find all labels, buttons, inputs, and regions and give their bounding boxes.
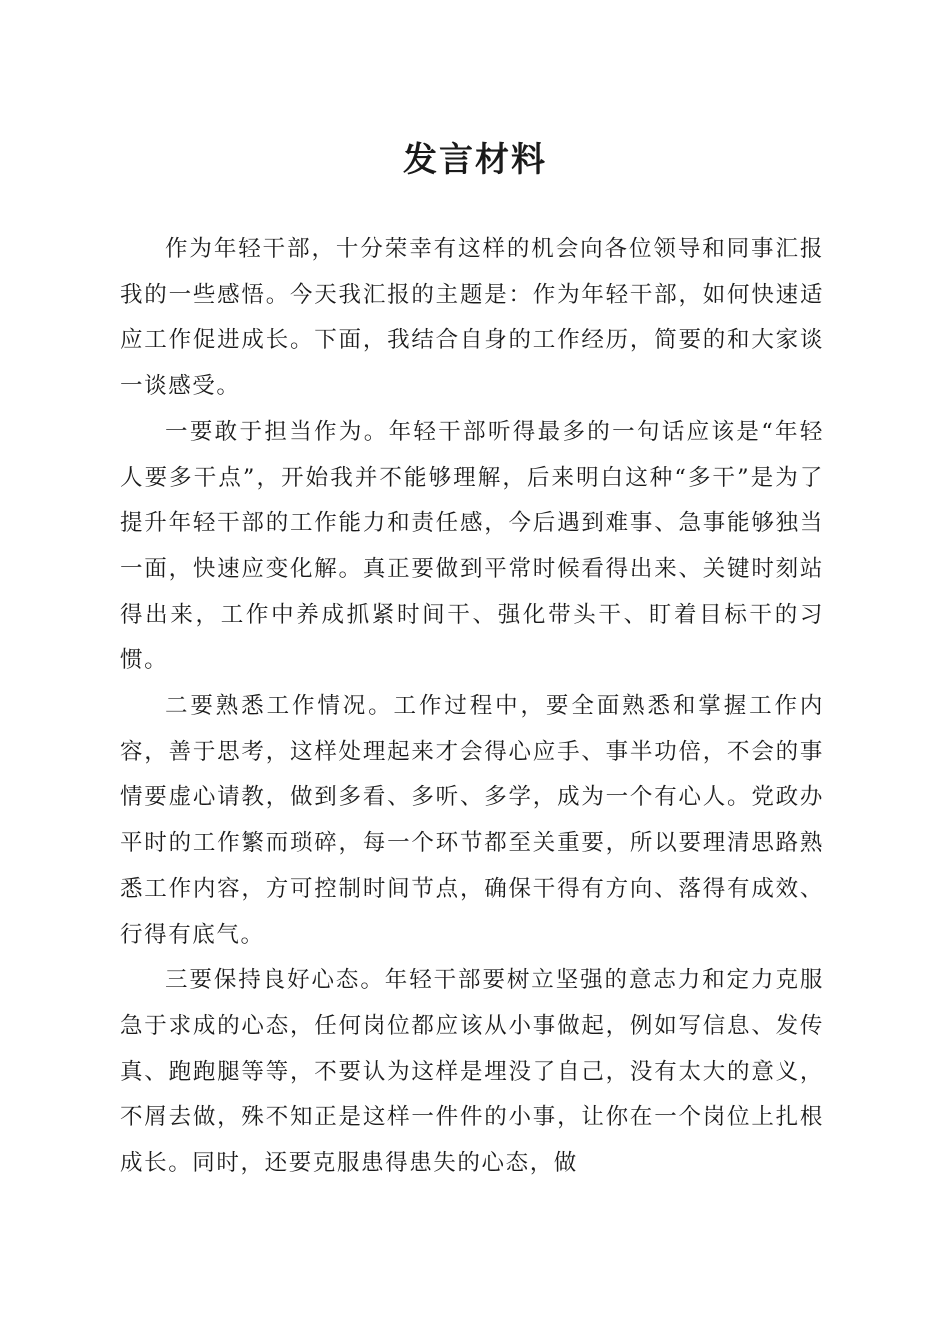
paragraph-point-2: 二要熟悉工作情况。工作过程中，要全面熟悉和掌握工作内容，善于思考，这样处理起来才会得心应手、事半功倍，不会的事情要虚心请教，做到多看、多听、多学，成为一个有心人。党政办平时的工作繁而琐碎，每一个环节都至关重要，所以要理清思路熟悉工作内容，方可控制时间节点，确保干得有方向、落得有成效、行得有底气。: [120, 693, 824, 948]
document-body: [120, 227, 824, 1187]
paragraph-point-1: 一要敢于担当作为。年轻干部听得最多的一句话应该是“年轻人要多干点”，开始我并不能够理解，后来明白这种“多干”是为了提升年轻干部的工作能力和责任感，今后遇到难事、急事能够独当一面，快速应变化解。真正要做到平常时候看得出来、关键时刻站得出来，工作中养成抓紧时间干、强化带头干、盯着目标干的习惯。: [120, 418, 824, 674]
document-title: 发言材料: [403, 140, 547, 180]
paragraph-point-3: 三要保持良好心态。年轻干部要树立坚强的意志力和定力克服急于求成的心态，任何岗位都应该从小事做起，例如写信息、发传真、跑跑腿等等，不要认为这样是埋没了自己，没有太大的意义，不屑去做，殊不知正是这样一件件的小事，让你在一个岗位上扎根成长。同时，还要克服患得患失的心态，做: [120, 967, 824, 1177]
paragraph-intro: 作为年轻干部，十分荣幸有这样的机会向各位领导和同事汇报我的一些感悟。今天我汇报的主题是：作为年轻干部，如何快速适应工作促进成长。下面，我结合自身的工作经历，简要的和大家谈一谈感受。: [120, 236, 824, 400]
